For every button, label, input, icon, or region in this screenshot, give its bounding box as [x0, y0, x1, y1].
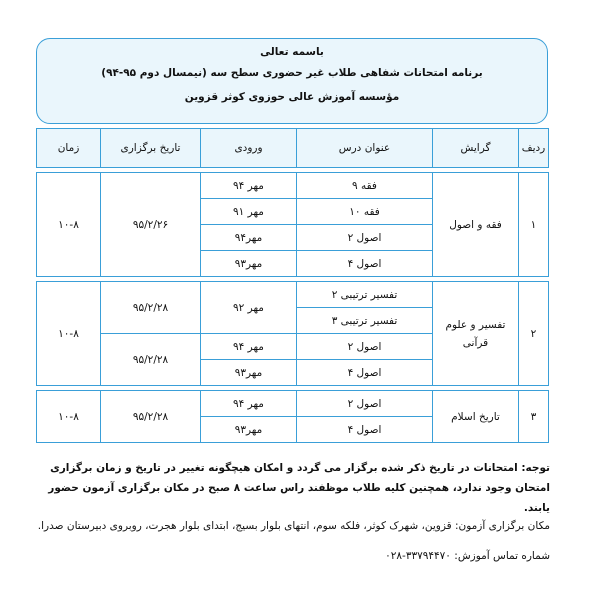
course-title: اصول ۲ [297, 334, 433, 360]
course-entry: مهر ۹۱ [201, 199, 297, 225]
col-header-time: زمان [37, 129, 101, 168]
field-name: تاریخ اسلام [433, 391, 519, 443]
exam-date: ۹۵/۲/۲۶ [101, 173, 201, 277]
course-entry: مهر۹۳ [201, 417, 297, 443]
header-institute-name: مؤسسه آموزش عالی حوزوی کوثر قزوین [184, 91, 400, 103]
row-number: ۳ [519, 391, 549, 443]
course-title: فقه ۱۰ [297, 199, 433, 225]
col-header-entry: ورودی [201, 129, 297, 168]
exam-time: ۱۰-۸ [37, 391, 101, 443]
table-header-row [37, 129, 549, 168]
course-entry: مهر ۹۴ [201, 334, 297, 360]
col-header-field: گرایش [433, 129, 519, 168]
course-title: اصول ۲ [297, 225, 433, 251]
course-title: فقه ۹ [297, 173, 433, 199]
exam-date: ۹۵/۲/۲۸ [101, 334, 201, 386]
exam-date: ۹۵/۲/۲۸ [101, 282, 201, 334]
header-basmala: باسمه تعالی [260, 46, 324, 58]
course-title: تفسیر ترتیبی ۲ [297, 282, 433, 308]
exam-time: ۱۰-۸ [37, 173, 101, 277]
course-entry: مهر ۹۲ [201, 282, 297, 334]
course-entry: مهر۹۴ [201, 225, 297, 251]
course-entry: مهر۹۳ [201, 360, 297, 386]
field-name [433, 282, 519, 386]
course-entry: مهر ۹۴ [201, 391, 297, 417]
col-header-row-number: ردیف [519, 129, 549, 168]
col-header-course-title: عنوان درس [297, 129, 433, 168]
document-header [36, 38, 548, 124]
field-name-line1: تفسیر و علوم [445, 318, 506, 331]
course-entry: مهر ۹۴ [201, 173, 297, 199]
table-row [37, 173, 549, 199]
exam-location-note: مکان برگزاری آزمون: قزوین، شهرک کوثر، فلکه سوم، انتهای بلوار بسیج، ابتدای بلوار هجرت، روبروی دبیرستان صدرا. [37, 520, 550, 532]
exam-schedule-table [36, 128, 549, 443]
table-row [37, 282, 549, 308]
exam-time: ۱۰-۸ [37, 282, 101, 386]
contact-phone-note: شماره تماس آموزش: ۳۳۷۹۴۴۷۰-۰۲۸ [385, 550, 550, 562]
row-number: ۱ [519, 173, 549, 277]
attention-note: توجه: امتحانات در تاریخ ذکر شده برگزار می گردد و امکان هیچگونه تغییر در تاریخ و زمان برگزاری امتحان وجود ندارد، همچنین کلیه طلاب موظفند راس ساعت ۸ صبح در مکان برگزاری آزمون حضور یابند. [48, 462, 550, 514]
course-title: اصول ۴ [297, 360, 433, 386]
course-title: تفسیر ترتیبی ۳ [297, 308, 433, 334]
course-title: اصول ۴ [297, 251, 433, 277]
header-program-title: برنامه امتحانات شفاهی طلاب غیر حضوری سطح سه (نیمسال دوم ۹۵-۹۴) [101, 67, 483, 79]
course-title: اصول ۲ [297, 391, 433, 417]
row-number: ۲ [519, 282, 549, 386]
exam-date: ۹۵/۲/۲۸ [101, 391, 201, 443]
field-name-line2: قرآنی [462, 336, 489, 349]
course-title: اصول ۴ [297, 417, 433, 443]
field-name: فقه و اصول [433, 173, 519, 277]
table-row [37, 391, 549, 417]
course-entry: مهر۹۳ [201, 251, 297, 277]
col-header-exam-date: تاریخ برگزاری [101, 129, 201, 168]
